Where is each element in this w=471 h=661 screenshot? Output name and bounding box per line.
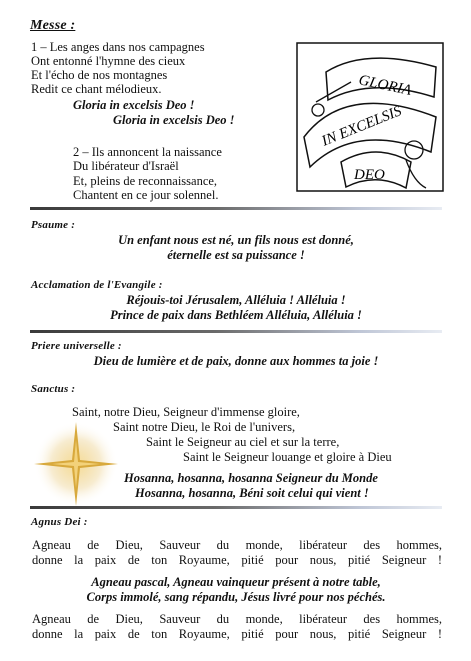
- gloria-banner-illustration: [296, 42, 444, 192]
- section-separator: [30, 207, 442, 210]
- sanctus-line: Saint notre Dieu, le Roi de l'univers,: [113, 420, 296, 434]
- sanctus-line: Saint le Seigneur louange et gloire à Dieu: [183, 450, 392, 464]
- agnus-line: Agneau de Dieu, Sauveur du monde, libérateur des hommes,: [32, 612, 442, 626]
- gloria-refrain: Gloria in excelsis Deo !: [73, 98, 195, 112]
- agnus-line: Agneau de Dieu, Sauveur du monde, libérateur des hommes,: [32, 538, 442, 552]
- messe-v2-line: 2 – Ils annoncent la naissance: [73, 145, 222, 159]
- agnus-refrain: Corps immolé, sang répandu, Jésus livré pour nos péchés.: [86, 590, 386, 604]
- star-icon: [30, 420, 122, 508]
- sanctus-title: Sanctus :: [31, 383, 76, 395]
- priere-line: Dieu de lumière et de paix, donne aux hommes ta joie !: [93, 354, 379, 368]
- messe-title: Messe :: [30, 18, 76, 33]
- messe-v1-line: Redit ce chant mélodieux.: [31, 82, 162, 96]
- messe-v2-line: Du libérateur d'Israël: [73, 159, 179, 173]
- hosanna-line: Hosanna, hosanna, Béni soit celui qui vient !: [135, 486, 369, 500]
- agnus-refrain: Agneau pascal, Agneau vainqueur présent à notre table,: [91, 575, 381, 589]
- messe-v1-line: Et l'écho de nos montagnes: [31, 68, 168, 82]
- messe-v2-line: Chantent en ce jour solennel.: [73, 188, 219, 202]
- banner-word: IN EXCELSIS: [319, 103, 404, 150]
- hosanna-line: Hosanna, hosanna, hosanna Seigneur du Monde: [124, 471, 378, 485]
- sanctus-line: Saint le Seigneur au ciel et sur la terre,: [146, 435, 340, 449]
- psaume-line: Un enfant nous est né, un fils nous est donné,: [118, 233, 354, 247]
- banner-word: DEO: [354, 167, 385, 183]
- messe-v2-line: Et, pleins de reconnaissance,: [73, 174, 218, 188]
- agnus-line: donne la paix de ton Royaume, pitié pour nous, pitié Seigneur !: [32, 553, 442, 567]
- sanctus-line: Saint, notre Dieu, Seigneur d'immense gloire,: [72, 405, 300, 419]
- section-separator: [30, 506, 442, 509]
- acclamation-title: Acclamation de l'Evangile :: [31, 279, 163, 291]
- agnus-title: Agnus Dei :: [31, 516, 88, 528]
- messe-v1-line: 1 – Les anges dans nos campagnes: [31, 40, 205, 54]
- banner-word: GLORIA: [357, 72, 413, 100]
- psaume-line: éternelle est sa puissance !: [167, 248, 305, 262]
- psaume-title: Psaume :: [31, 219, 76, 231]
- agnus-line: donne la paix de ton Royaume, pitié pour nous, pitié Seigneur !: [32, 627, 442, 641]
- acclamation-line: Réjouis-toi Jérusalem, Alléluia ! Alléluia !: [126, 293, 346, 307]
- acclamation-line: Prince de paix dans Bethléem Alléluia, Alléluia !: [110, 308, 362, 322]
- section-separator: [30, 330, 442, 333]
- priere-title: Priere universelle :: [31, 340, 122, 352]
- gloria-refrain: Gloria in excelsis Deo !: [113, 113, 235, 127]
- messe-v1-line: Ont entonné l'hymne des cieux: [31, 54, 186, 68]
